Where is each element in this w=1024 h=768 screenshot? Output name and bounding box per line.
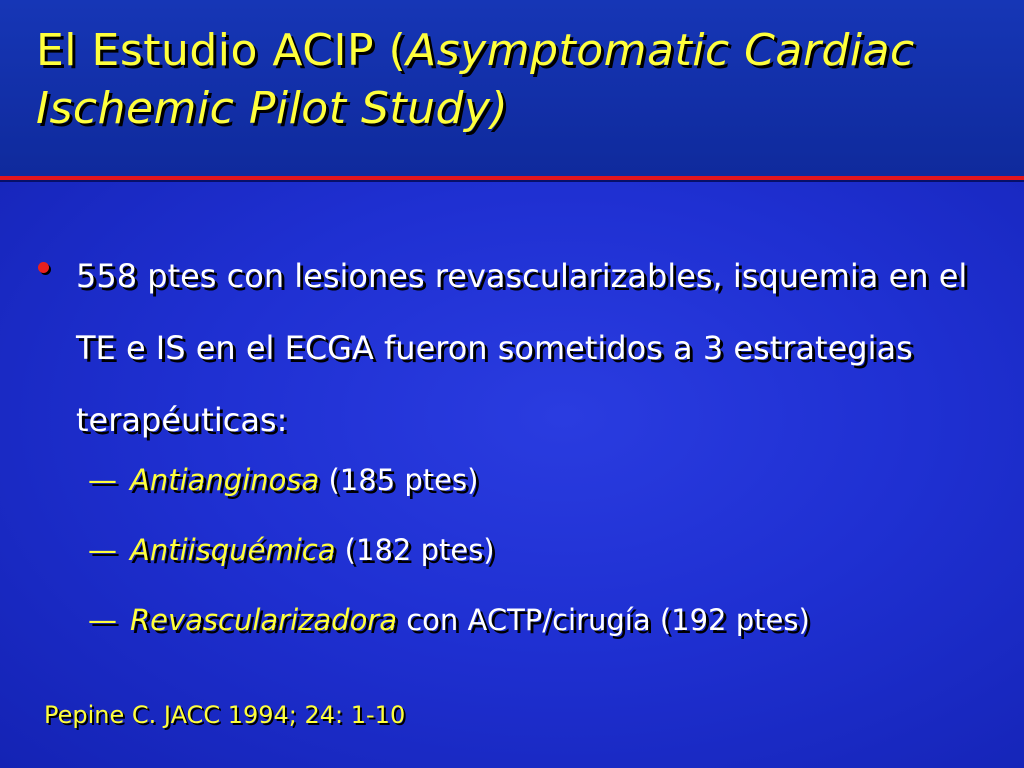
dash-icon: — <box>88 463 117 497</box>
reference-citation: Pepine C. JACC 1994; 24: 1-10 <box>44 701 406 729</box>
dash-icon: — <box>88 603 117 637</box>
sub-item-italic: Revascularizadora <box>130 603 398 637</box>
sub-item-italic: Antianginosa <box>130 463 320 497</box>
title-prefix: El Estudio ACIP ( <box>36 25 407 76</box>
title-italic: Asymptomatic Cardiac Ischemic Pilot Study) <box>36 25 915 134</box>
sub-item-rest: (185 ptes) <box>319 463 479 497</box>
sub-item-rest: con ACTP/cirugía (192 ptes) <box>397 603 810 637</box>
main-bullet-text: 558 ptes con lesiones revascularizables, isquemia en el TE e IS en el ECGA fueron sometidos a 3 estrategias terapéuticas: <box>76 257 968 439</box>
sub-item-revascularizadora <box>88 600 810 640</box>
slide-title <box>36 22 1006 138</box>
bullet-dot-icon <box>38 262 49 273</box>
sub-item-antiisquemica <box>88 530 495 570</box>
sub-item-antianginosa <box>88 460 478 500</box>
sub-item-italic: Antiisquémica <box>130 533 336 567</box>
sub-item-rest: (182 ptes) <box>335 533 495 567</box>
dash-icon: — <box>88 533 117 567</box>
